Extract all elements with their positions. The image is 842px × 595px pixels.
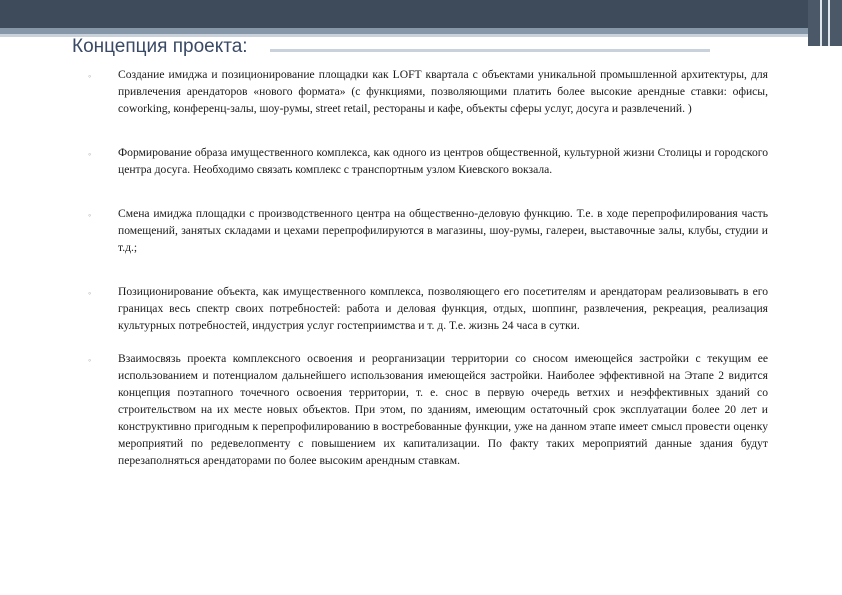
corner-line [828,0,830,46]
bullet-icon: ◦ [88,149,92,159]
bullet-list [88,66,768,469]
list-item [88,350,768,469]
header-bar [0,0,842,28]
list-item [88,205,768,256]
list-item-text: Смена имиджа площадки с производственного центра на общественно-деловую функцию. Т.е. в ходе перепрофилирования часть помещений, занятых складами и цехами перепрофилируются в магазины, шоу-румы, галереи, выставочные залы, клубы, студии и т.д.; [118,207,768,254]
bullet-icon: ◦ [88,210,92,220]
corner-line [820,0,822,46]
bullet-icon: ◦ [88,71,92,81]
list-item-text: Создание имиджа и позиционирование площадки как LOFT квартала с объектами уникальной промышленной архитектуры, для привлечения арендаторов «нового формата» (с функциями, позволяющими платить более высокие арендные ставки: офисы, coworking, конференц-залы, шоу-румы, street retail, рестораны и кафе, объекты сферы услуг, досуга и развлечений. ) [118,68,768,115]
list-item [88,144,768,178]
corner-decoration [808,0,842,46]
page-title: Концепция проекта: [72,36,248,57]
list-item [88,66,768,117]
list-item-text: Позиционирование объекта, как имущественного комплекса, позволяющего его посетителям и арендаторам реализовывать в его границах весь спектр своих потребностей: работа и деловая функция, отдых, шоппинг, развлечения, рекреация, реализация культурных потребностей, индустрия услуг гостеприимства и т. д. Т.е. жизнь 24 часа в сутки. [118,285,768,332]
title-underline [270,49,710,52]
bullet-icon: ◦ [88,355,92,365]
bullet-icon: ◦ [88,288,92,298]
list-item-text: Формирование образа имущественного комплекса, как одного из центров общественной, культурной жизни Столицы и городского центра досуга. Необходимо связать комплекс с транспортным узлом Киевского вокзала. [118,146,768,176]
list-item [88,283,768,334]
list-item-text: Взаимосвязь проекта комплексного освоения и реорганизации территории со сносом имеющейся застройки с текущим ее использованием и потенциалом дальнейшего использования имеющейся застройки. Наиболее эффективной на Этапе 2 видится концепция поэтапного точечного освоения территории, т. е. снос в первую очередь ветхих и неэффективных зданий со строительством на их месте новых объектов. При этом, по зданиям, имеющим остаточный срок эксплуатации более 20 лет и конструктивно пригодным к перепрофилированию в востребованные функции, уже на данном этапе имеет смысл провести оценку мероприятий по редевелопменту с повышением их капитализации. По факту таких мероприятий данные здания будут перезаполняться арендаторами по более высоким арендным ставкам. [118,352,768,467]
